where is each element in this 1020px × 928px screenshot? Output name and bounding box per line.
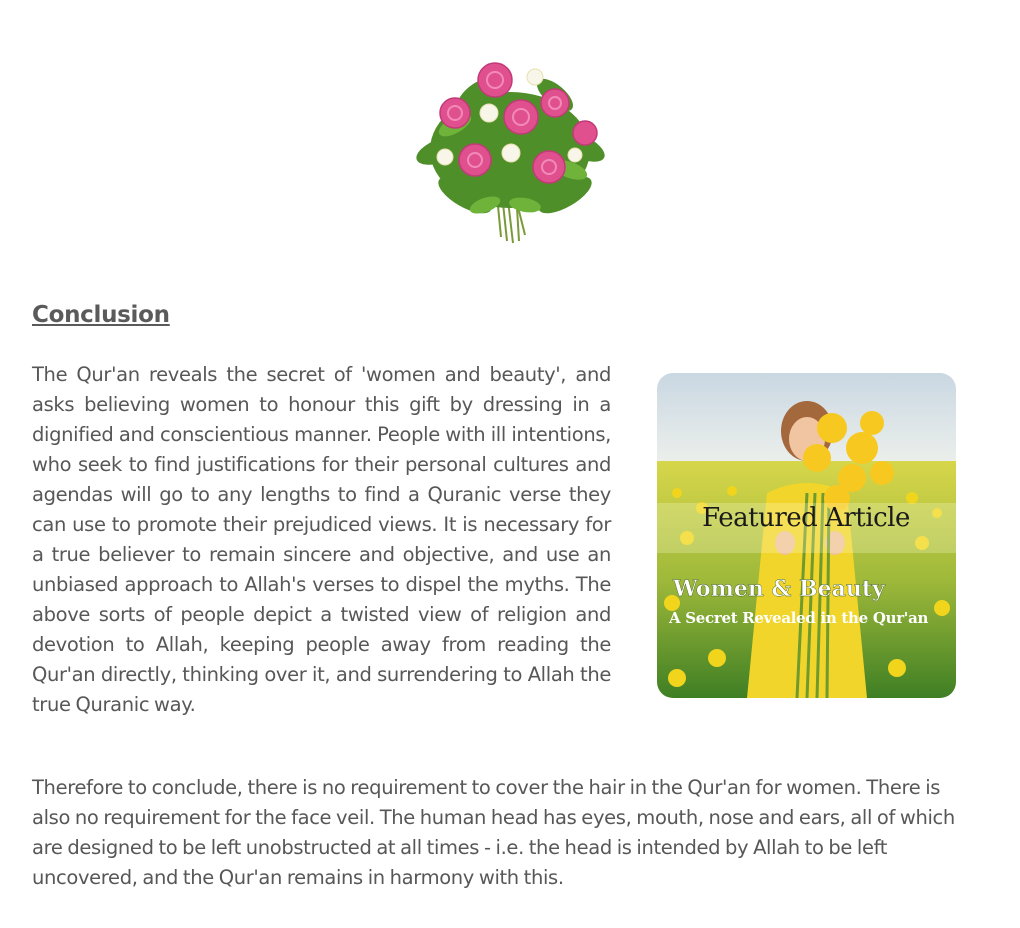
flower-bouquet-image [405, 55, 615, 250]
featured-subtitle: A Secret Revealed in the Qur'an [669, 609, 929, 627]
conclusion-paragraph-2: Therefore to conclude, there is no requirement to cover the hair in the Qur'an for women. There is also no requirement for the face veil. The human head has eyes, mouth, nose and ears, all of which are designed to be left unobstructed at all times - i.e. the head is intended by Allah to be left uncovered, and the Qur'an remains in harmony with this. [32, 776, 955, 889]
section-heading: Conclusion [32, 302, 170, 328]
featured-article-banner[interactable] [657, 373, 956, 698]
conclusion-paragraph-1: The Qur'an reveals the secret of 'women and beauty', and asks believing women to honour this gift by dressing in a dignified and conscientious manner. People with ill intentions, who seek to find justifications for their personal cultures and agendas will go to any lengths to find a Quranic verse they can use to promote their prejudiced views. It is necessary for a true believer to remain sincere and objective, and use an unbiased approach to Allah's verses to dispel the myths. The above sorts of people depict a twisted view of religion and devotion to Allah, keeping people away from reading the Qur'an directly, thinking over it, and surrendering to Allah the true Quranic way. [32, 363, 611, 716]
featured-label: Featured Article [702, 503, 910, 533]
featured-title: Women & Beauty [673, 576, 885, 602]
